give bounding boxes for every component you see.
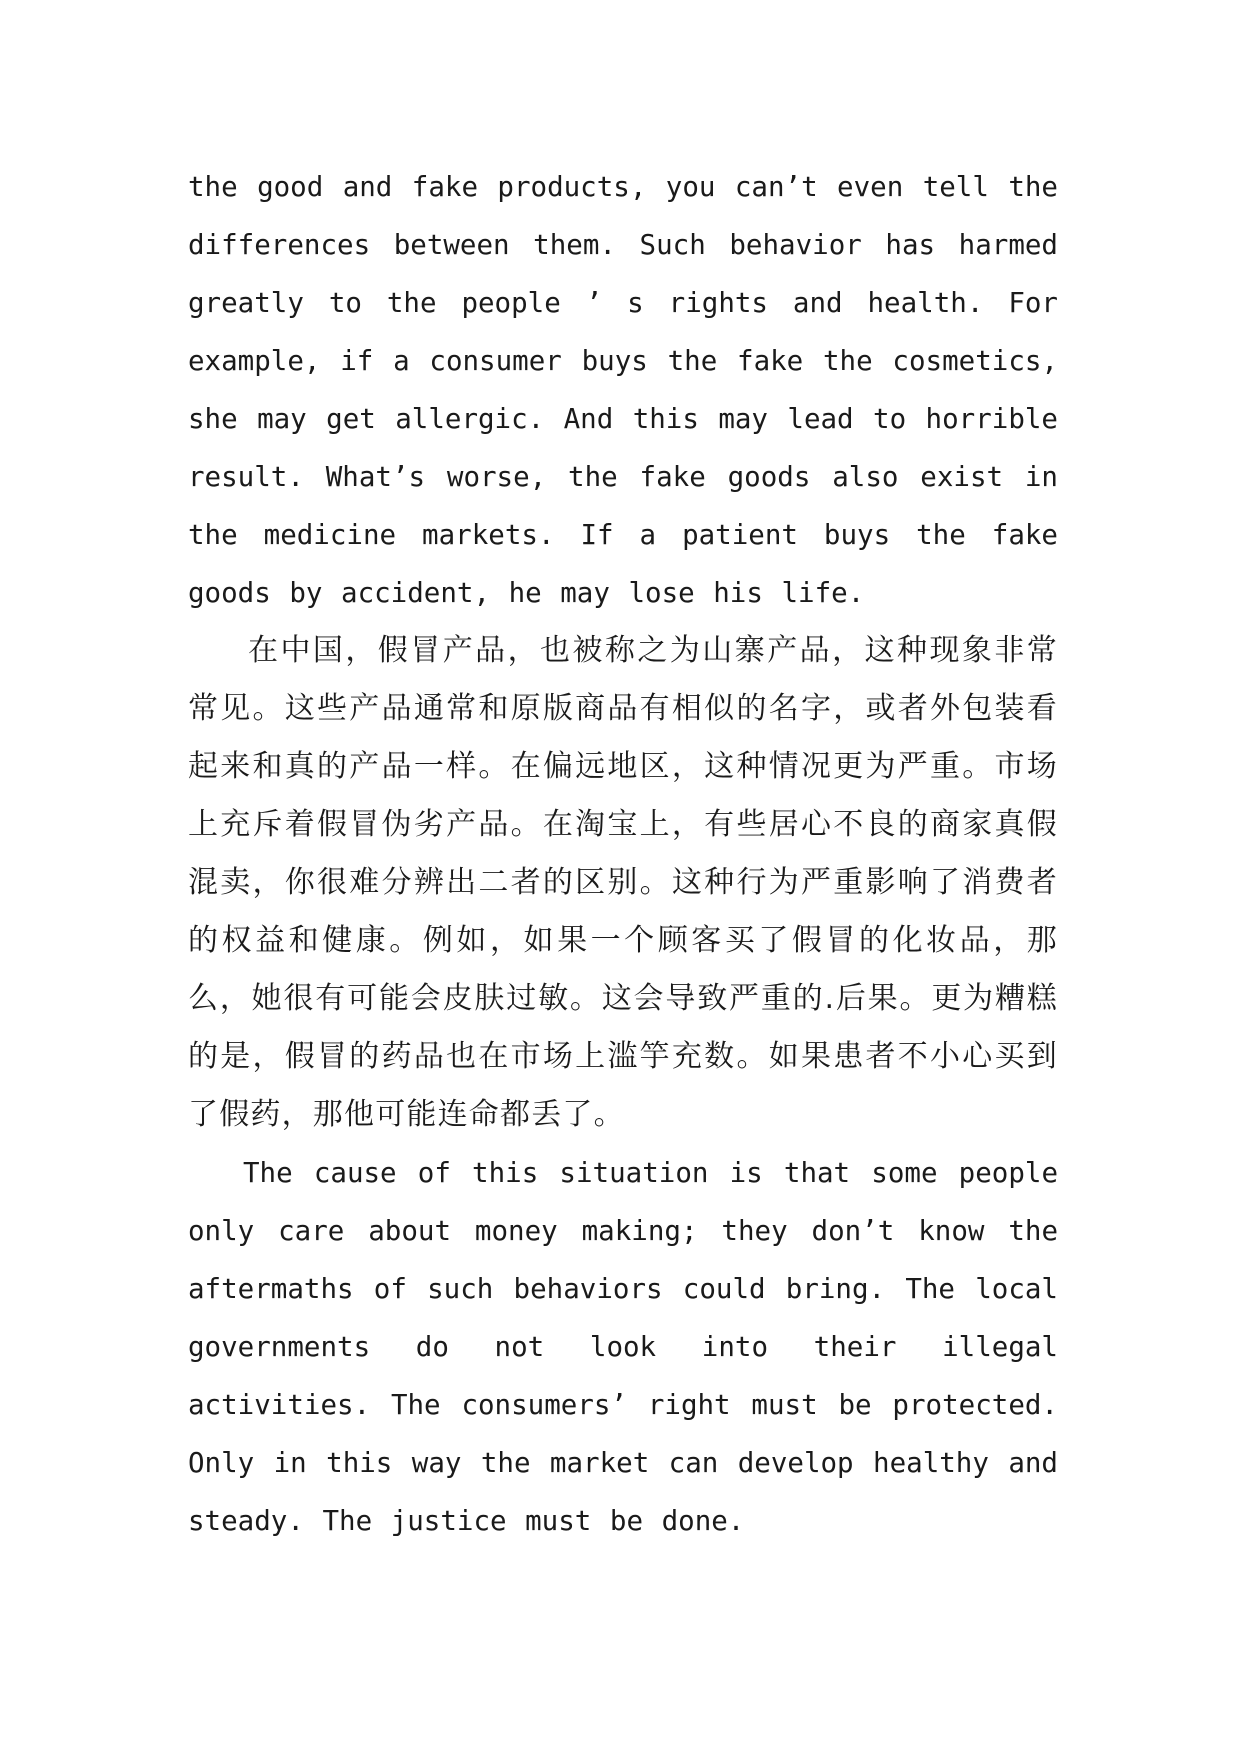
document-body	[188, 158, 1058, 1550]
paragraph-english-continued: the good and fake products, you can’t even tell the differences between them. Such behavior has harmed greatly to the people ’ s rights and health. For example, if a consumer buys the fake the cosmetics, she may get allergic. And this may lead to horrible result. What’s worse, the fake goods also exist in the medicine markets. If a patient buys the fake goods by accident, he may lose his life.	[188, 171, 1058, 609]
paragraph-chinese: 在中国，假冒产品，也被称之为山寨产品，这种现象非常常见。这些产品通常和原版商品有相似的名字，或者外包装看起来和真的产品一样。在偏远地区，这种情况更为严重。市场上充斥着假冒伪劣产品。在淘宝上，有些居心不良的商家真假混卖，你很难分辨出二者的区别。这种行为严重影响了消费者的权益和健康。例如，如果一个顾客买了假冒的化妆品，那么，她很有可能会皮肤过敏。这会导致严重的.后果。更为糟糕的是，假冒的药品也在市场上滥竽充数。如果患者不小心买到了假药，那他可能连命都丢了。	[188, 633, 1058, 1132]
paragraph-english-cause: The cause of this situation is that some people only care about money making; they don’t know the aftermaths of such behaviors could bring. The local governments do not look into their illegal activities. The consumers’ right must be protected. Only in this way the market can develop healthy and steady. The justice must be done.	[188, 1157, 1058, 1537]
